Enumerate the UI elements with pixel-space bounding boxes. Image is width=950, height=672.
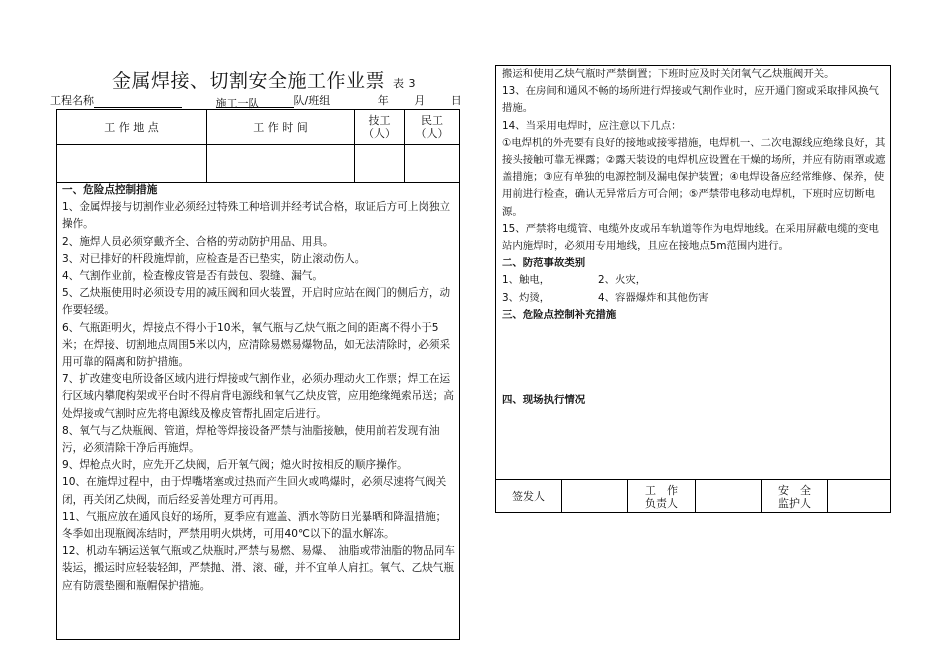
work-time-header: 工 作 时 间 bbox=[207, 110, 355, 144]
measure-item: 5、乙炔瓶使用时必须设专用的减压阀和回火装置，开启时应站在阀门的侧后方，动作要轻缓。 bbox=[62, 287, 451, 317]
section4 bbox=[502, 392, 585, 409]
team-suffix: 队/班组 bbox=[293, 94, 331, 107]
skilled-worker-header: 技工（人） bbox=[355, 110, 405, 144]
laborer-header: 民工（人） bbox=[415, 114, 449, 140]
accident-row bbox=[502, 290, 886, 307]
safety-guard-signature-field[interactable] bbox=[828, 480, 890, 513]
table-header-row bbox=[57, 110, 459, 145]
right-panel bbox=[495, 65, 891, 513]
signature-row bbox=[496, 479, 890, 513]
skilled-worker-cell[interactable] bbox=[355, 144, 405, 182]
measure-item: 4、气割作业前，检查橡皮管是否有鼓包、裂缝、漏气。 bbox=[62, 270, 323, 283]
section1-title: 一、危险点控制措施 bbox=[62, 184, 158, 196]
month-label: 月 bbox=[414, 94, 426, 107]
measure-item: 12、机动车辆运送氧气瓶或乙炔瓶时,严禁与易燃、易爆、 油脂或带油脂的物品同车装运，搬运时应轻装轻卸，严禁抛、滑、滚、碰，并不宜单人肩扛。氧气、乙炔气瓶应有防震垫圈和瓶帽保护措施。 bbox=[62, 545, 455, 592]
work-place-cell[interactable] bbox=[57, 144, 207, 182]
accident-item: 4、容器爆炸和其他伤害 bbox=[598, 291, 709, 304]
work-leader-label: 工 作 负责人 bbox=[628, 480, 696, 513]
project-header bbox=[50, 92, 462, 108]
measure-item: 13、在房间和通风不畅的场所进行焊接或气割作业时，应开通门窗或采取排风换气措施。 bbox=[502, 85, 879, 115]
issuer-label: 签发人 bbox=[496, 480, 562, 513]
measure-item: 11、气瓶应放在通风良好的场所，夏季应有遮盖、洒水等防日光暴晒和降温措施； 冬季如出现瓶阀冻结时，严禁用明火烘烤，可用40℃以下的温水解冻。 bbox=[62, 510, 452, 541]
work-place-header: 工 作 地 点 bbox=[57, 110, 207, 144]
title-tag: 表 3 bbox=[393, 77, 417, 90]
accident-item: 1、触电， bbox=[502, 274, 551, 287]
measure-item: 15、严禁将电缆管、电缆外皮或吊车轨道等作为电焊地线。在采用屏蔽电缆的变电站内施焊时，必须用专用地线，且应在接地点5m范围内进行。 bbox=[502, 222, 879, 253]
measure-item: 2、施焊人员必须穿戴齐全、合格的劳动防护用品、用具。 bbox=[62, 235, 334, 248]
left-panel bbox=[56, 109, 460, 640]
control-measures bbox=[62, 182, 455, 595]
measure-item: 1、金属焊接与切割作业必须经过特殊工种培训并经考试合格，取证后方可上岗独立操作。 bbox=[62, 201, 451, 231]
measure-item: 10、在施焊过程中，由于焊嘴堵塞或过热而产生回火或鸣爆时，必须尽速将气阀关闭，再关闭乙炔阀，而后经妥善处理方可再用。 bbox=[62, 476, 447, 506]
section4-title: 四、现场执行情况 bbox=[502, 394, 586, 406]
measure-item: ①电焊机的外壳要有良好的接地或接零措施，电焊机一、二次电源线应绝缘良好，其接头接触可靠无裸露；②露天装设的电焊机应设置在干燥的场所，并应有防雨罩或遮盖措施；③应有单独的电源控制及漏电保护装置；④电焊设备应经常维修、保养，使用前进行检查，确认无异常后方可合闸；⑤严禁带电移动电焊机，下班时应切断电源。 bbox=[502, 136, 886, 218]
measure-item: 3、对已排好的杆段施焊前，应检查是否已垫实，防止滚动伤人。 bbox=[62, 252, 366, 265]
title-text: 金属焊接、切割安全施工作业票 bbox=[112, 70, 386, 92]
issuer-signature-field[interactable] bbox=[562, 480, 628, 513]
right-measures bbox=[502, 66, 886, 324]
team-field[interactable]: 施工一队 bbox=[216, 95, 294, 108]
safety-guard-label: 安 全 监护人 bbox=[762, 480, 828, 513]
accident-item: 2、火灾， bbox=[598, 274, 647, 287]
work-time-cell[interactable] bbox=[207, 144, 355, 182]
measure-item: 9、焊枪点火时，应先开乙炔阀，后开氧气阀；熄火时按相反的顺序操作。 bbox=[62, 459, 408, 472]
laborer-cell[interactable] bbox=[405, 144, 459, 182]
section3-title: 三、危险点控制补充措施 bbox=[502, 308, 617, 321]
project-label: 工程名称 bbox=[50, 94, 94, 107]
measure-item: 6、气瓶距明火，焊接点不得小于10米，氧气瓶与乙炔气瓶之间的距离不得小于5米；在焊接、切割地点周围5米以内，应清除易燃易爆物品，如无法清除时，必须采用可靠的隔离和防护措施。 bbox=[62, 321, 451, 369]
measure-item: 7、扩改建变电所设备区域内进行焊接或气割作业，必须办理动火工作票；焊工在运行区域内攀爬构架或平台时不得肩背电源线和氧气乙炔皮管，应用绝缘绳索吊送；高处焊接或气割时应先将电源线及橡皮管帮扎固定后进行。 bbox=[62, 373, 454, 420]
section2-title: 二、防范事故类别 bbox=[502, 257, 586, 270]
accident-row bbox=[502, 272, 886, 289]
day-label: 日 bbox=[450, 94, 462, 107]
year-label: 年 bbox=[377, 94, 389, 107]
measure-item: 14、当采用电焊时，应注意以下几点： bbox=[502, 119, 682, 132]
accident-item: 3、灼烫， bbox=[502, 291, 551, 304]
table-value-row bbox=[57, 144, 459, 183]
work-leader-signature-field[interactable] bbox=[696, 480, 762, 513]
measure-item: 8、氧气与乙炔瓶阀、管道，焊枪等焊接设备严禁与油脂接触，使用前若发现有油污，必须清除干净后再施焊。 bbox=[62, 424, 440, 455]
page-title bbox=[112, 66, 416, 93]
project-name-field[interactable] bbox=[94, 95, 182, 108]
measure-item: 搬运和使用乙炔气瓶时严禁倒置；下班时应及时关闭氧气乙炔瓶阀开关。 bbox=[502, 68, 835, 80]
